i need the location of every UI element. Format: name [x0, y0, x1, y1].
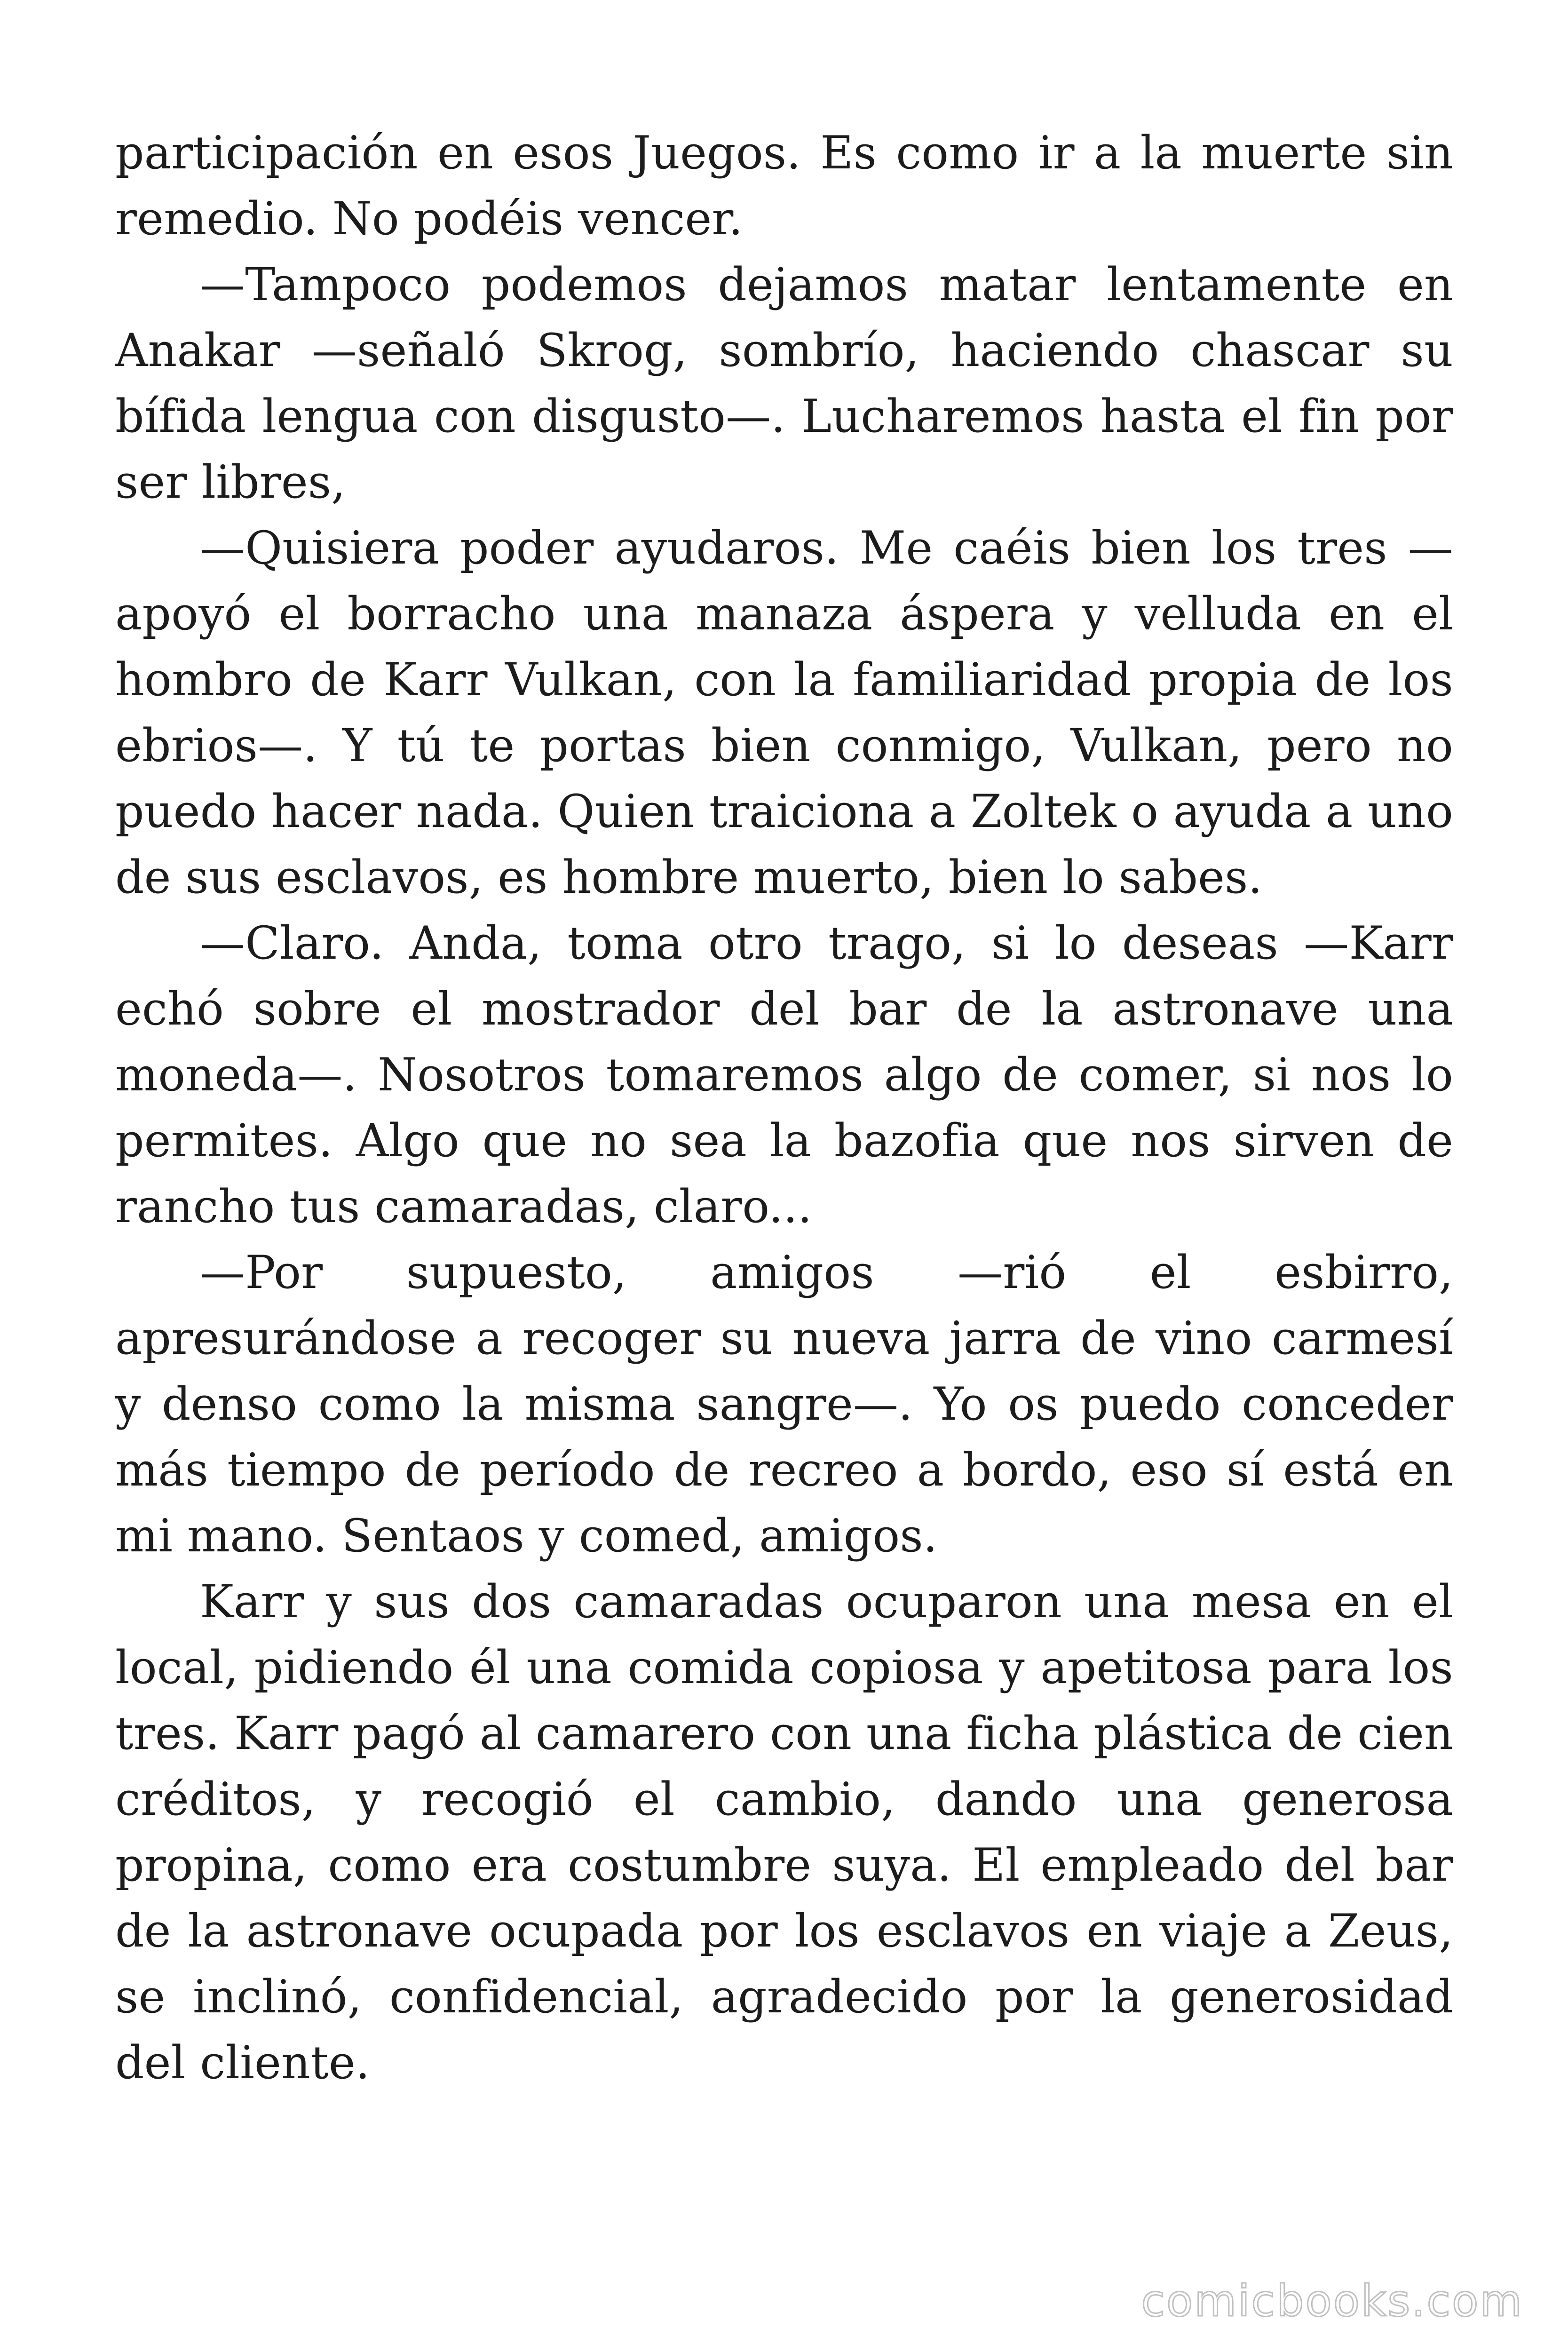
paragraph-6: Karr y sus dos camaradas ocuparon una mesa en el local, pidiendo él una comida copiosa y apetitosa para los tres. Karr pagó al camarero con una ficha plástica de cien créditos, y recogió el cambio, dando una generosa propina, como era costumbre suya. El empleado del bar de la astronave ocupada por los esclavos en viaje a Zeus, se inclinó, confidencial, agradecido por la generosidad del cliente. — [115, 1575, 1453, 2089]
watermark-logo: comicbooks.com — [1141, 2276, 1523, 2326]
paragraph-5: —Por supuesto, amigos —rió el esbirro, apresurándose a recoger su nueva jarra de vino carmesí y denso como la misma sangre—. Yo os puedo conceder más tiempo de período de recreo a bordo, eso sí está en mi mano. Sentaos y comed, amigos. — [115, 1246, 1453, 1562]
paragraph-4: —Claro. Anda, toma otro trago, si lo deseas —Karr echó sobre el mostrador del bar de la astronave una moneda—. Nosotros tomaremos algo de comer, si nos lo permites. Algo que no sea la bazofia que nos sirven de rancho tus camaradas, claro... — [115, 917, 1453, 1233]
paragraph-2: —Tampoco podemos dejamos matar lentamente en Anakar —señaló Skrog, sombrío, haciendo chascar su bífida lengua con disgusto—. Lucharemos hasta el fin por ser libres, — [115, 258, 1453, 509]
paragraph-3: —Quisiera poder ayudaros. Me caéis bien los tres —apoyó el borracho una manaza áspera y velluda en el hombro de Karr Vulkan, con la familiaridad propia de los ebrios—. Y tú te portas bien conmigo, Vulkan, pero no puedo hacer nada. Quien traiciona a Zoltek o ayuda a uno de sus esclavos, es hombre muerto, bien lo sabes. — [115, 522, 1453, 904]
page-text — [115, 120, 1453, 2096]
paragraph-1: participación en esos Juegos. Es como ir a la muerte sin remedio. No podéis vencer. — [115, 127, 1453, 245]
